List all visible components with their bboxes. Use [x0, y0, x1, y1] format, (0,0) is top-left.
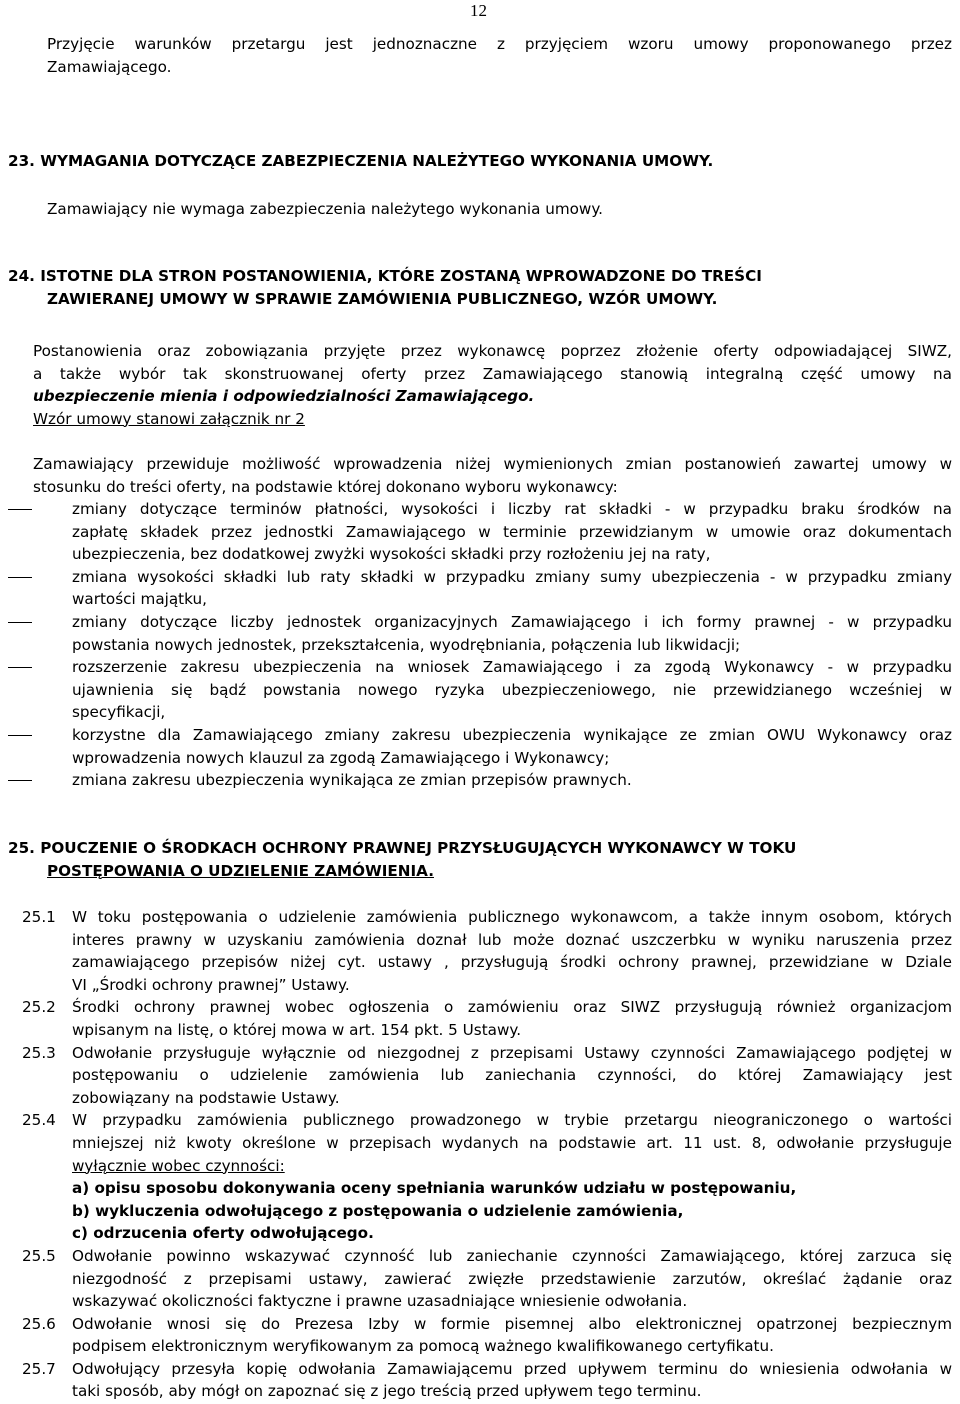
text-line: ujawnienia się bądź powstania nowego ryzyka ubezpieczeniowego, nie przewidzianego wcześniej w	[72, 680, 952, 699]
text-line-emphasis: ubezpieczenie mienia i odpowiedzialności Zamawiającego.	[33, 387, 535, 406]
text-line: wskazywać okoliczności faktyczne i prawne uzasadniające wniesienie odwołania.	[72, 1292, 688, 1311]
numbered-item	[0, 906, 952, 996]
text-line: stosunku do treści oferty, na podstawie której dokonano wyboru wykonawcy:	[33, 477, 618, 496]
text-line: zmiany dotyczące terminów płatności, wysokości i liczby rat składki - w przypadku braku środków na	[72, 500, 952, 518]
text-line: W przypadku zamówienia publicznego prowadzonego w trybie przetargu nieograniczonego o wartości	[72, 1111, 952, 1130]
section-24-change-list	[0, 498, 952, 792]
bold-subitem: a) opisu sposobu dokonywania oceny spełniania warunków udziału w postępowaniu,	[72, 1179, 797, 1198]
text-line: zmiana wysokości składki lub raty składki w przypadku zmiany sumy ubezpieczenia - w przypadku zmiany	[72, 567, 952, 586]
section-23-text: Zamawiający nie wymaga zabezpieczenia należytego wykonania umowy.	[47, 200, 604, 218]
text-line: Postanowienia oraz zobowiązania przyjęte przez wykonawcę poprzez złożenie oferty odpowiadającej SIWZ,	[33, 342, 952, 360]
text-line: Odwołanie przysługuje wyłącznie od niezgodnej z przepisami Ustawy czynności Zamawiającego podjętej w	[72, 1043, 952, 1062]
section-24-paragraph-2	[33, 453, 952, 498]
text-line: wartości majątku,	[72, 590, 207, 609]
item-number: 25.7	[22, 1359, 56, 1378]
text-line: mniejszej niż kwoty określone w przepisach wydanych na podstawie art. 11 ust. 8, odwołanie przysługuje	[72, 1133, 952, 1152]
text-line: zmiana zakresu ubezpieczenia wynikająca ze zmian przepisów prawnych.	[72, 771, 632, 790]
section-25-heading	[8, 837, 952, 882]
text-line: zmiany dotyczące liczby jednostek organizacyjnych Zamawiającego i ich formy prawnej - w przypadku	[72, 612, 952, 631]
list-item	[0, 656, 952, 724]
text-line: Odwołanie wnosi się do Prezesa Izby w formie pisemnej albo elektronicznej opatrzonej bezpiecznym	[72, 1314, 952, 1333]
text-line: W toku postępowania o udzielenie zamówienia publicznego wykonawcom, a także innym osobom, których	[72, 908, 952, 926]
text-line: rozszerzenie zakresu ubezpieczenia na wniosek Zamawiającego i za zgodą Wykonawcy - w przypadku	[72, 658, 952, 677]
text-line: ubezpieczenia, bez dodatkowej zwyżki wysokości składki przy rozłożeniu jej na raty,	[72, 545, 711, 564]
numbered-item	[0, 1358, 952, 1403]
text-line: wprowadzenia nowych klauzul za zgodą Zamawiającego i Wykonawcy;	[72, 748, 610, 767]
numbered-item	[0, 1313, 952, 1358]
dash-bullet-icon	[8, 622, 32, 623]
dash-bullet-icon	[8, 780, 32, 781]
text-line: zobowiązany na podstawie Ustawy.	[72, 1088, 340, 1107]
underlined-text: wyłącznie wobec czynności:	[72, 1156, 285, 1175]
text-line: Przyjęcie warunków przetargu jest jednoznaczne z przyjęciem wzoru umowy proponowanego przez	[47, 35, 952, 53]
text-line: wpisanym na listę, o której mowa w art. 154 pkt. 5 Ustawy.	[72, 1020, 522, 1039]
text-line: powstania nowych jednostek, przekształcenia, wyodrębniania, połączenia lub likwidacji;	[72, 635, 741, 654]
text-line: Odwołanie powinno wskazywać czynność lub zaniechanie czynności Zamawiającego, której zarzuca się	[72, 1246, 952, 1265]
dash-bullet-icon	[8, 577, 32, 578]
list-item	[0, 769, 952, 792]
item-number: 25.1	[22, 908, 56, 926]
text-line: postępowaniu o udzielenie zamówienia lub zaniechania czynności, do której Zamawiający jest	[72, 1066, 952, 1085]
item-number: 25.6	[22, 1314, 56, 1333]
text-line: niezgodność z przepisami ustawy, zawierać zwięzłe przedstawienie zarzutów, określać żądanie oraz	[72, 1269, 952, 1288]
section-25-list	[0, 906, 952, 1403]
numbered-item	[0, 1245, 952, 1313]
heading-line: ZAWIERANEJ UMOWY W SPRAWIE ZAMÓWIENIA PUBLICZNEGO, WZÓR UMOWY.	[47, 289, 718, 308]
bold-subitem: c) odrzucenia oferty odwołującego.	[72, 1224, 374, 1243]
list-item	[0, 566, 952, 611]
intro-paragraph	[47, 33, 952, 78]
text-line: specyfikacji,	[72, 703, 166, 722]
text-line: Środki ochrony prawnej wobec ogłoszenia o zamówieniu oraz SIWZ przysługują również organizacjom	[72, 998, 952, 1017]
item-number: 25.3	[22, 1043, 56, 1062]
text-line: korzystne dla Zamawiającego zmiany zakresu ubezpieczenia wynikające ze zmian OWU Wykonawcy oraz	[72, 725, 952, 744]
text-line: podpisem elektronicznym weryfikowanym za pomocą ważnego kwalifikowanego certyfikatu.	[72, 1337, 774, 1356]
numbered-item	[0, 1109, 952, 1245]
text-line: zamawiającego przepisów niżej cyt. ustawy , przysługują środki ochrony prawnej, przewidziane w Dziale	[72, 953, 952, 972]
heading-line: 24. ISTOTNE DLA STRON POSTANOWIENIA, KTÓRE ZOSTANĄ WPROWADZONE DO TREŚCI	[8, 267, 762, 285]
page-number: 12	[470, 1, 487, 20]
section-23-heading: 23. WYMAGANIA DOTYCZĄCE ZABEZPIECZENIA NALEŻYTEGO WYKONANIA UMOWY.	[8, 152, 714, 170]
list-item	[0, 611, 952, 656]
text-line: a także wybór tak skonstruowanej oferty przez Zamawiającego stanowią integralną część umowy na	[33, 364, 952, 383]
text-line: interes prawny w uzyskaniu zamówienia doznał lub może doznać uszczerbku w wyniku naruszenia przez	[72, 930, 952, 949]
item-number: 25.2	[22, 998, 56, 1017]
section-24-heading	[8, 265, 952, 310]
item-number: 25.4	[22, 1111, 56, 1130]
item-number: 25.5	[22, 1246, 56, 1265]
text-line: Odwołujący przesyła kopię odwołania Zamawiającemu przed upływem terminu do wniesienia odwołania w	[72, 1359, 952, 1378]
heading-line: POSTĘPOWANIA O UDZIELENIE ZAMÓWIENIA.	[47, 861, 434, 880]
numbered-item	[0, 1042, 952, 1110]
attachment-note: Wzór umowy stanowi załącznik nr 2	[33, 409, 305, 428]
text-line: VI „Środki ochrony prawnej” Ustawy.	[72, 975, 350, 994]
text-line: taki sposób, aby mógł on zapoznać się z jego treścią przed upływem tego terminu.	[72, 1382, 702, 1401]
text-line: Zamawiającego.	[47, 57, 172, 76]
text-line: zapłatę składek przez jednostki Zamawiającego w terminie przewidzianym w umowie oraz dokumentach	[72, 522, 952, 541]
section-24-paragraph-1	[33, 340, 952, 430]
numbered-item	[0, 996, 952, 1041]
dash-bullet-icon	[8, 735, 32, 736]
text-line: Zamawiający przewiduje możliwość wprowadzenia niżej wymienionych zmian postanowień zawartej umowy w	[33, 455, 952, 473]
list-item	[0, 724, 952, 769]
bold-subitem: b) wykluczenia odwołującego z postępowania o udzielenie zamówienia,	[72, 1201, 684, 1220]
dash-bullet-icon	[8, 509, 32, 510]
dash-bullet-icon	[8, 667, 32, 668]
list-item	[0, 498, 952, 566]
heading-line: 25. POUCZENIE O ŚRODKACH OCHRONY PRAWNEJ PRZYSŁUGUJĄCYCH WYKONAWCY W TOKU	[8, 839, 797, 857]
